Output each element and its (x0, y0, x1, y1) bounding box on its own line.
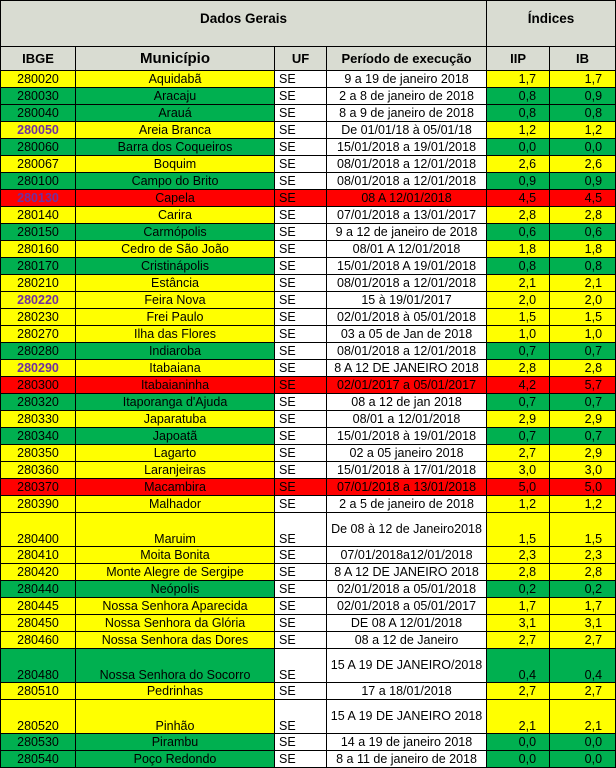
ibge-cell: 280440 (1, 581, 76, 598)
municipio-cell: Arauá (76, 105, 275, 122)
ib-cell: 0,7 (550, 394, 616, 411)
municipio-cell: Barra dos Coqueiros (76, 139, 275, 156)
ib-cell: 2,8 (550, 564, 616, 581)
iip-cell: 0,8 (487, 105, 550, 122)
table-row (1, 224, 616, 241)
periodo-cell: De 08 à 12 de Janeiro2018 (327, 513, 487, 547)
ibge-cell: 280400 (1, 513, 76, 547)
municipio-cell: Pedrinhas (76, 683, 275, 700)
table-row (1, 564, 616, 581)
ib-cell: 2,0 (550, 292, 616, 309)
table-row (1, 683, 616, 700)
municipio-cell: Nossa Senhora das Dores (76, 632, 275, 649)
municipio-cell: Campo do Brito (76, 173, 275, 190)
table-row (1, 547, 616, 564)
ibge-cell: 280320 (1, 394, 76, 411)
municipio-cell: Frei Paulo (76, 309, 275, 326)
municipio-cell: Carmópolis (76, 224, 275, 241)
periodo-cell: 15 à 19/01/2017 (327, 292, 487, 309)
municipio-cell: Japoatã (76, 428, 275, 445)
municipio-cell: Pinhão (76, 700, 275, 734)
column-header-municipio: Município (76, 47, 275, 71)
table-row (1, 445, 616, 462)
iip-cell: 3,0 (487, 462, 550, 479)
periodo-cell: 07/01/2018 a 13/01/2018 (327, 479, 487, 496)
table-row (1, 190, 616, 207)
column-header-uf: UF (275, 47, 327, 71)
periodo-cell: 15/01/2018 à 19/01/2018 (327, 428, 487, 445)
iip-cell: 0,0 (487, 751, 550, 768)
ibge-cell: 280510 (1, 683, 76, 700)
ibge-cell: 280450 (1, 615, 76, 632)
periodo-cell: 2 a 8 de janeiro de 2018 (327, 88, 487, 105)
ib-cell: 2,7 (550, 683, 616, 700)
iip-cell: 5,0 (487, 479, 550, 496)
ibge-cell: 280445 (1, 598, 76, 615)
table-row (1, 360, 616, 377)
ib-cell: 0,9 (550, 173, 616, 190)
ib-cell: 0,8 (550, 258, 616, 275)
column-header-ib: IB (550, 47, 616, 71)
table-row (1, 598, 616, 615)
ib-cell: 2,3 (550, 547, 616, 564)
periodo-cell: 8 A 12 DE JANEIRO 2018 (327, 564, 487, 581)
ibge-cell: 280030 (1, 88, 76, 105)
uf-cell: SE (275, 343, 327, 360)
table-row (1, 275, 616, 292)
uf-cell: SE (275, 275, 327, 292)
uf-cell: SE (275, 683, 327, 700)
ib-cell: 0,7 (550, 343, 616, 360)
uf-cell: SE (275, 326, 327, 343)
periodo-cell: 02/01/2017 a 05/01/2017 (327, 377, 487, 394)
table-row (1, 122, 616, 139)
ibge-cell: 280460 (1, 632, 76, 649)
uf-cell: SE (275, 122, 327, 139)
iip-cell: 1,2 (487, 122, 550, 139)
periodo-cell: DE 08 A 12/01/2018 (327, 615, 487, 632)
ib-cell: 1,7 (550, 71, 616, 88)
uf-cell: SE (275, 377, 327, 394)
ibge-cell: 280390 (1, 496, 76, 513)
periodo-cell: 9 a 12 de janeiro de 2018 (327, 224, 487, 241)
uf-cell: SE (275, 428, 327, 445)
periodo-cell: 8 A 12 DE JANEIRO 2018 (327, 360, 487, 377)
iip-cell: 1,5 (487, 309, 550, 326)
uf-cell: SE (275, 700, 327, 734)
ib-cell: 2,7 (550, 632, 616, 649)
ib-cell: 1,2 (550, 122, 616, 139)
periodo-cell: 14 a 19 de janeiro 2018 (327, 734, 487, 751)
municipio-cell: Aracaju (76, 88, 275, 105)
uf-cell: SE (275, 598, 327, 615)
municipio-cell: Itaporanga d'Ajuda (76, 394, 275, 411)
iip-cell: 2,7 (487, 445, 550, 462)
table-row (1, 71, 616, 88)
municipio-cell: Aquidabã (76, 71, 275, 88)
iip-cell: 2,8 (487, 360, 550, 377)
table-row (1, 309, 616, 326)
uf-cell: SE (275, 632, 327, 649)
ib-cell: 1,2 (550, 496, 616, 513)
periodo-cell: 08/01/2018 a 12/01/2018 (327, 173, 487, 190)
column-header-iip: IIP (487, 47, 550, 71)
periodo-cell: 08 a 12 de jan 2018 (327, 394, 487, 411)
ibge-cell: 280420 (1, 564, 76, 581)
municipio-cell: Cristinápolis (76, 258, 275, 275)
periodo-cell: De 01/01/18 à 05/01/18 (327, 122, 487, 139)
iip-cell: 0,8 (487, 258, 550, 275)
ibge-cell: 280210 (1, 275, 76, 292)
table-row (1, 479, 616, 496)
uf-cell: SE (275, 649, 327, 683)
iip-cell: 1,5 (487, 513, 550, 547)
periodo-cell: 07/01/2018 a 13/01/2017 (327, 207, 487, 224)
table-row (1, 751, 616, 768)
iip-cell: 1,7 (487, 71, 550, 88)
municipio-cell: Cedro de São João (76, 241, 275, 258)
periodo-cell: 2 a 5 de janeiro de 2018 (327, 496, 487, 513)
ib-cell: 0,2 (550, 581, 616, 598)
ibge-cell: 280220 (1, 292, 76, 309)
ibge-cell: 280410 (1, 547, 76, 564)
municipio-cell: Poço Redondo (76, 751, 275, 768)
periodo-cell: 08/01/2018 a 12/01/2018 (327, 156, 487, 173)
table-row (1, 139, 616, 156)
ib-cell: 2,9 (550, 411, 616, 428)
ib-cell: 2,9 (550, 445, 616, 462)
municipio-cell: Carira (76, 207, 275, 224)
ib-cell: 1,0 (550, 326, 616, 343)
ibge-cell: 280060 (1, 139, 76, 156)
ib-cell: 2,1 (550, 275, 616, 292)
group-header-indices: Índices (487, 1, 616, 47)
municipio-cell: Nossa Senhora do Socorro (76, 649, 275, 683)
iip-cell: 2,1 (487, 275, 550, 292)
iip-cell: 1,0 (487, 326, 550, 343)
uf-cell: SE (275, 309, 327, 326)
periodo-cell: 08 A 12/01/2018 (327, 190, 487, 207)
table-row (1, 513, 616, 547)
ib-cell: 5,0 (550, 479, 616, 496)
table-row (1, 326, 616, 343)
ibge-cell: 280520 (1, 700, 76, 734)
table-row (1, 207, 616, 224)
uf-cell: SE (275, 411, 327, 428)
uf-cell: SE (275, 292, 327, 309)
uf-cell: SE (275, 445, 327, 462)
uf-cell: SE (275, 224, 327, 241)
ibge-cell: 280530 (1, 734, 76, 751)
periodo-cell: 15 A 19 DE JANEIRO 2018 (327, 700, 487, 734)
municipio-cell: Feira Nova (76, 292, 275, 309)
uf-cell: SE (275, 139, 327, 156)
iip-cell: 1,7 (487, 598, 550, 615)
periodo-cell: 02/01/2018 à 05/01/2018 (327, 309, 487, 326)
municipio-cell: Capela (76, 190, 275, 207)
periodo-cell: 08/01 a 12/01/2018 (327, 411, 487, 428)
iip-cell: 1,2 (487, 496, 550, 513)
municipio-cell: Itabaianinha (76, 377, 275, 394)
column-header-ibge: IBGE (1, 47, 76, 71)
table-row (1, 700, 616, 734)
uf-cell: SE (275, 496, 327, 513)
uf-cell: SE (275, 173, 327, 190)
ib-cell: 0,9 (550, 88, 616, 105)
uf-cell: SE (275, 564, 327, 581)
table-row (1, 428, 616, 445)
ibge-cell: 280150 (1, 224, 76, 241)
table-row (1, 377, 616, 394)
ib-cell: 1,8 (550, 241, 616, 258)
iip-cell: 3,1 (487, 615, 550, 632)
periodo-cell: 15/01/2018 A 19/01/2018 (327, 258, 487, 275)
municipio-cell: Estância (76, 275, 275, 292)
ib-cell: 0,4 (550, 649, 616, 683)
iip-cell: 2,7 (487, 632, 550, 649)
ibge-cell: 280050 (1, 122, 76, 139)
uf-cell: SE (275, 734, 327, 751)
iip-cell: 2,8 (487, 564, 550, 581)
municipio-cell: Ilha das Flores (76, 326, 275, 343)
uf-cell: SE (275, 547, 327, 564)
ib-cell: 2,1 (550, 700, 616, 734)
periodo-cell: 15/01/2018 a 19/01/2018 (327, 139, 487, 156)
ibge-cell: 280040 (1, 105, 76, 122)
uf-cell: SE (275, 462, 327, 479)
table-row (1, 649, 616, 683)
uf-cell: SE (275, 581, 327, 598)
periodo-cell: 07/01/2018a12/01/2018 (327, 547, 487, 564)
uf-cell: SE (275, 751, 327, 768)
ibge-cell: 280100 (1, 173, 76, 190)
municipio-cell: Lagarto (76, 445, 275, 462)
table-row (1, 343, 616, 360)
table-row (1, 173, 616, 190)
ibge-cell: 280290 (1, 360, 76, 377)
periodo-cell: 08/01 A 12/01/2018 (327, 241, 487, 258)
ib-cell: 0,0 (550, 139, 616, 156)
uf-cell: SE (275, 88, 327, 105)
municipio-cell: Macambira (76, 479, 275, 496)
periodo-cell: 8 a 9 de janeiro de 2018 (327, 105, 487, 122)
ib-cell: 0,7 (550, 428, 616, 445)
periodo-cell: 15/01/2018 à 17/01/2018 (327, 462, 487, 479)
ib-cell: 1,5 (550, 513, 616, 547)
uf-cell: SE (275, 479, 327, 496)
ib-cell: 5,7 (550, 377, 616, 394)
ibge-cell: 280280 (1, 343, 76, 360)
iip-cell: 1,8 (487, 241, 550, 258)
uf-cell: SE (275, 71, 327, 88)
periodo-cell: 02/01/2018 a 05/01/2017 (327, 598, 487, 615)
iip-cell: 4,5 (487, 190, 550, 207)
iip-cell: 0,9 (487, 173, 550, 190)
ibge-cell: 280020 (1, 71, 76, 88)
municipio-cell: Japaratuba (76, 411, 275, 428)
ibge-cell: 280540 (1, 751, 76, 768)
periodo-cell: 03 a 05 de Jan de 2018 (327, 326, 487, 343)
iip-cell: 2,1 (487, 700, 550, 734)
ibge-cell: 280360 (1, 462, 76, 479)
ibge-cell: 280140 (1, 207, 76, 224)
ib-cell: 2,8 (550, 360, 616, 377)
group-header-row (1, 1, 616, 47)
uf-cell: SE (275, 513, 327, 547)
group-header-dados-gerais: Dados Gerais (1, 1, 487, 47)
iip-cell: 0,4 (487, 649, 550, 683)
table-row (1, 88, 616, 105)
municipio-cell: Maruim (76, 513, 275, 547)
municipio-cell: Neópolis (76, 581, 275, 598)
ib-cell: 0,8 (550, 105, 616, 122)
table-row (1, 258, 616, 275)
ibge-cell: 280330 (1, 411, 76, 428)
uf-cell: SE (275, 207, 327, 224)
ibge-cell: 280067 (1, 156, 76, 173)
iip-cell: 2,3 (487, 547, 550, 564)
table-row (1, 615, 616, 632)
ibge-cell: 280480 (1, 649, 76, 683)
municipio-cell: Moita Bonita (76, 547, 275, 564)
periodo-cell: 08/01/2018 a 12/01/2018 (327, 275, 487, 292)
ib-cell: 3,0 (550, 462, 616, 479)
ib-cell: 1,7 (550, 598, 616, 615)
table-body (1, 71, 616, 768)
municipio-cell: Itabaiana (76, 360, 275, 377)
table-row (1, 581, 616, 598)
ibge-cell: 280170 (1, 258, 76, 275)
periodo-cell: 8 a 11 de janeiro de 2018 (327, 751, 487, 768)
municipio-cell: Malhador (76, 496, 275, 513)
table-row (1, 241, 616, 258)
iip-cell: 0,8 (487, 88, 550, 105)
ibge-cell: 280350 (1, 445, 76, 462)
iip-cell: 2,7 (487, 683, 550, 700)
iip-cell: 4,2 (487, 377, 550, 394)
ibge-cell: 280230 (1, 309, 76, 326)
table-row (1, 496, 616, 513)
municipio-cell: Laranjeiras (76, 462, 275, 479)
ib-cell: 3,1 (550, 615, 616, 632)
periodo-cell: 02/01/2018 a 05/01/2018 (327, 581, 487, 598)
municipio-cell: Nossa Senhora da Glória (76, 615, 275, 632)
ib-cell: 4,5 (550, 190, 616, 207)
ibge-cell: 280160 (1, 241, 76, 258)
ibge-cell: 280300 (1, 377, 76, 394)
iip-cell: 2,6 (487, 156, 550, 173)
table-row (1, 411, 616, 428)
periodo-cell: 17 a 18/01/2018 (327, 683, 487, 700)
uf-cell: SE (275, 394, 327, 411)
uf-cell: SE (275, 190, 327, 207)
iip-cell: 0,7 (487, 394, 550, 411)
periodo-cell: 15 A 19 DE JANEIRO/2018 (327, 649, 487, 683)
table-row (1, 462, 616, 479)
uf-cell: SE (275, 615, 327, 632)
periodo-cell: 08 a 12 de Janeiro (327, 632, 487, 649)
iip-cell: 2,0 (487, 292, 550, 309)
table-row (1, 156, 616, 173)
table-row (1, 292, 616, 309)
municipio-cell: Pirambu (76, 734, 275, 751)
periodo-cell: 02 a 05 janeiro 2018 (327, 445, 487, 462)
uf-cell: SE (275, 258, 327, 275)
municipio-cell: Nossa Senhora Aparecida (76, 598, 275, 615)
iip-cell: 0,7 (487, 343, 550, 360)
iip-cell: 0,2 (487, 581, 550, 598)
municipio-cell: Indiaroba (76, 343, 275, 360)
table-row (1, 734, 616, 751)
iip-cell: 0,0 (487, 139, 550, 156)
ibge-cell: 280130 (1, 190, 76, 207)
iip-cell: 0,7 (487, 428, 550, 445)
iip-cell: 0,6 (487, 224, 550, 241)
ib-cell: 0,0 (550, 751, 616, 768)
ib-cell: 0,6 (550, 224, 616, 241)
ib-cell: 2,8 (550, 207, 616, 224)
ibge-cell: 280270 (1, 326, 76, 343)
table-row (1, 105, 616, 122)
municipio-cell: Monte Alegre de Sergipe (76, 564, 275, 581)
ibge-cell: 280340 (1, 428, 76, 445)
periodo-cell: 08/01/2018 a 12/01/2018 (327, 343, 487, 360)
ib-cell: 2,6 (550, 156, 616, 173)
municipio-cell: Boquim (76, 156, 275, 173)
ibge-cell: 280370 (1, 479, 76, 496)
column-header-periodo: Período de execução (327, 47, 487, 71)
uf-cell: SE (275, 360, 327, 377)
uf-cell: SE (275, 105, 327, 122)
ib-cell: 1,5 (550, 309, 616, 326)
uf-cell: SE (275, 156, 327, 173)
column-header-row (1, 47, 616, 71)
iip-cell: 2,8 (487, 207, 550, 224)
ib-cell: 0,0 (550, 734, 616, 751)
iip-cell: 0,0 (487, 734, 550, 751)
uf-cell: SE (275, 241, 327, 258)
periodo-cell: 9 a 19 de janeiro 2018 (327, 71, 487, 88)
table-row (1, 394, 616, 411)
municipio-cell: Areia Branca (76, 122, 275, 139)
table-row (1, 632, 616, 649)
iip-cell: 2,9 (487, 411, 550, 428)
